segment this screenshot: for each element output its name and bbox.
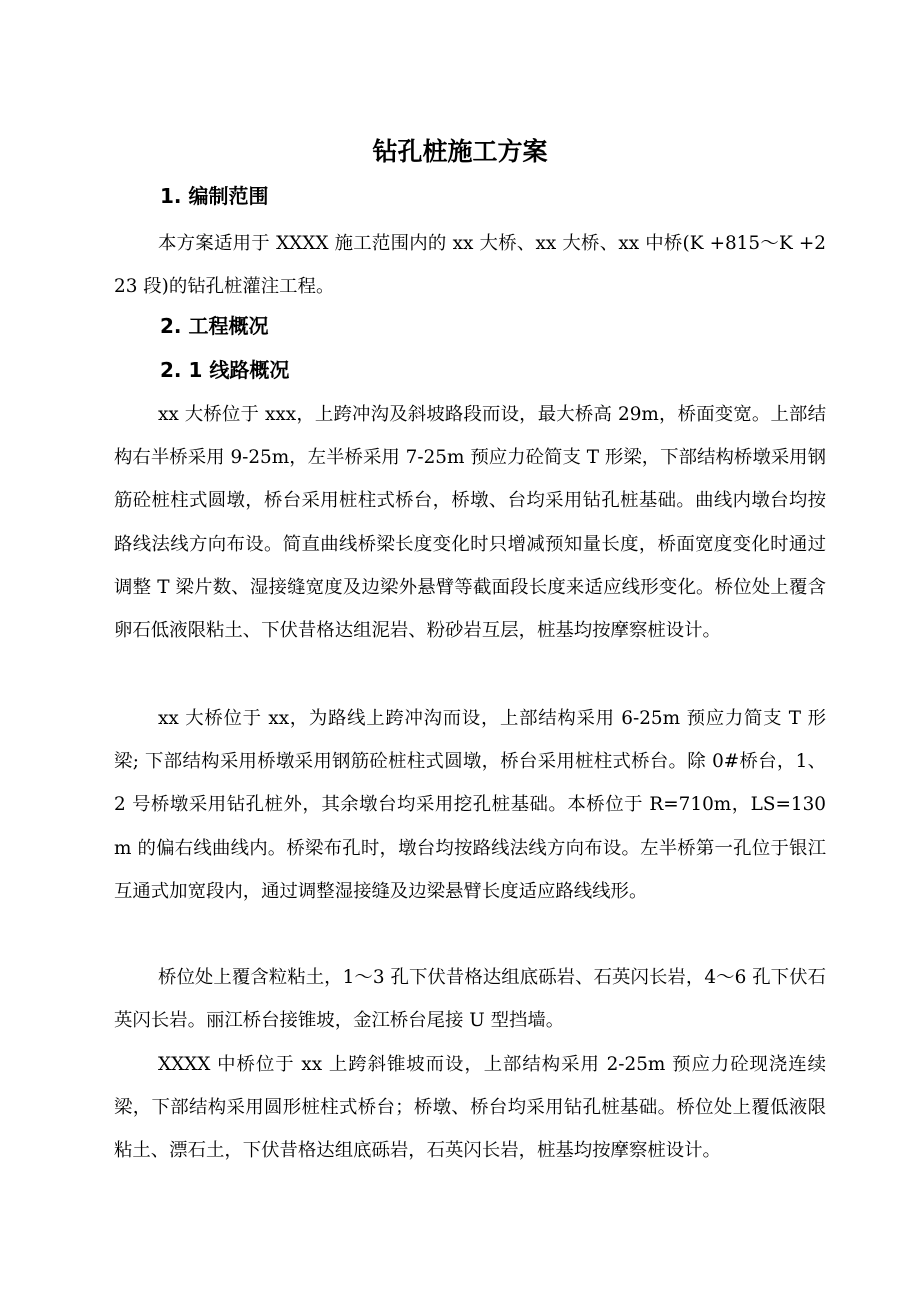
section-heading-scope: 1. 编制范围 <box>160 184 269 208</box>
paragraph-bridge-2: xx 大桥位于 xx，为路线上跨冲沟而设，上部结构采用 6-25m 预应力简支 T 形梁; 下部结构采用桥墩采用钢筋砼桩柱式圆墩，桥台采用桩柱式桥台。除 0#桥台，1、2 号桥墩采用钻孔桩外，其余墩台均采用挖孔桩基础。本桥位于 R=710m，LS=130m 的偏右线曲线内。桥梁布孔时，墩台均按路线法线方向布设。左半桥第一孔位于银江互通式加宽段内，通过调整湿接缝及边梁悬臂长度适应路线线形。 <box>114 708 826 902</box>
paragraph-bridge-1: xx 大桥位于 xxx，上跨冲沟及斜坡路段而设，最大桥高 29m，桥面变宽。上部结构右半桥采用 9-25m，左半桥采用 7-25m 预应力砼简支 T 形梁，下部结构桥墩采用钢筋砼桩柱式圆墩，桥台采用桩柱式桥台，桥墩、台均采用钻孔桩基础。曲线内墩台均按路线法线方向布设。简直曲线桥梁长度变化时只增减预知量长度，桥面宽度变化时通过调整 T 梁片数、湿接缝宽度及边梁外悬臂等截面段长度来适应线形变化。桥位处上覆含卵石低液限粘土、下伏昔格达组泥岩、粉砂岩互层，桩基均按摩察桩设计。 <box>114 404 826 642</box>
paragraph-scope: 本方案适用于 XXXX 施工范围内的 xx 大桥、xx 大桥、xx 中桥(K +815～K +223 段)的钻孔桩灌注工程。 <box>114 233 826 298</box>
subsection-heading-route-overview: 2. 1 线路概况 <box>160 358 290 382</box>
paragraph-bridge-geology: 桥位处上覆含粒粘土，1～3 孔下伏昔格达组底砾岩、石英闪长岩，4～6 孔下伏石英闪长岩。丽江桥台接锥坡，金江桥台尾接 U 型挡墙。 <box>114 967 826 1032</box>
paragraph-middle-bridge: XXXX 中桥位于 xx 上跨斜锥坡而设，上部结构采用 2-25m 预应力砼现浇连续梁，下部结构采用圆形桩柱式桥台；桥墩、桥台均采用钻孔桩基础。桥位处上覆低液限粘土、漂石土，下伏昔格达组底砾岩，石英闪长岩，桩基均按摩察桩设计。 <box>114 1054 826 1162</box>
section-heading-overview: 2. 工程概况 <box>160 314 269 338</box>
document-title: 钻孔桩施工方案 <box>372 137 548 166</box>
